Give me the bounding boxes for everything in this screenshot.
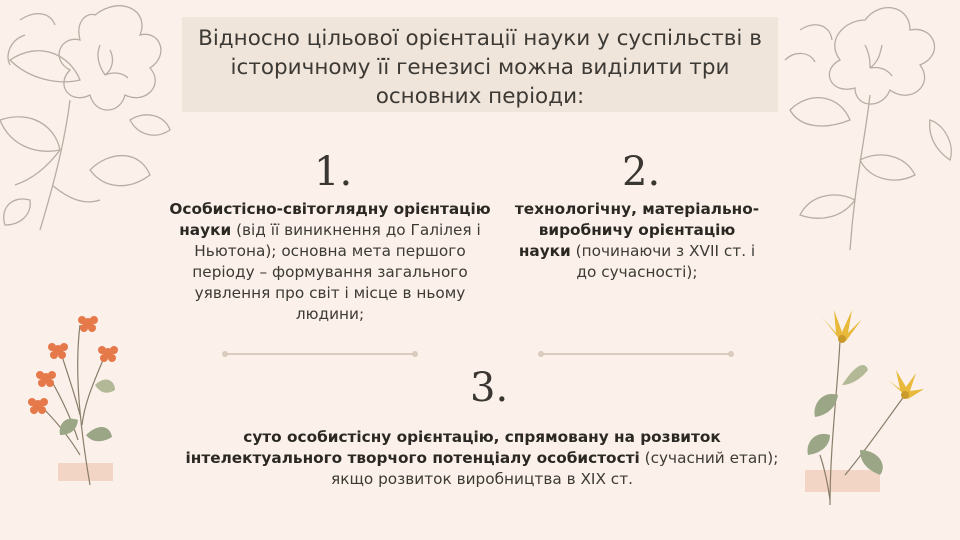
yellow-flowers-illustration <box>800 305 930 510</box>
floral-line-art-top-right <box>770 0 960 260</box>
item-1-text <box>162 199 498 325</box>
item-1-rest-text: (від її виникнення до Галілея і Ньютона); основна мета першого періоду – формування загального уявлення про світ і місце в ньому людини; <box>192 221 481 323</box>
item-2-text <box>512 199 762 283</box>
item-1-bold-text: Особистісно-світоглядну орієнтацію науки <box>169 200 491 239</box>
item-3-text <box>172 427 792 490</box>
item-2-rest-text: (починаючи з XVII ст. і до сучасності); <box>570 242 756 281</box>
item-3-bold-text: суто особистісну орієнтацію, спрямовану на розвиток інтелектуального творчого потенціалу особистості <box>185 428 721 467</box>
slide-title: Відносно цільової орієнтації науки у суспільстві в історичному її генезисі можна виділити три основних періоди: <box>198 26 762 109</box>
divider-left <box>220 349 420 359</box>
item-2-number: 2. <box>622 149 661 195</box>
item-3-number: 3. <box>470 365 509 411</box>
item-1-number: 1. <box>314 149 353 195</box>
divider-right <box>536 349 736 359</box>
item-3-rest-text: (сучасний етап); якщо розвиток виробництва в XIX ст. <box>331 449 779 488</box>
orange-flowers-illustration <box>20 305 130 495</box>
item-2-bold-text: технологічну, матеріально-виробничу орієнтацію науки <box>514 200 760 260</box>
